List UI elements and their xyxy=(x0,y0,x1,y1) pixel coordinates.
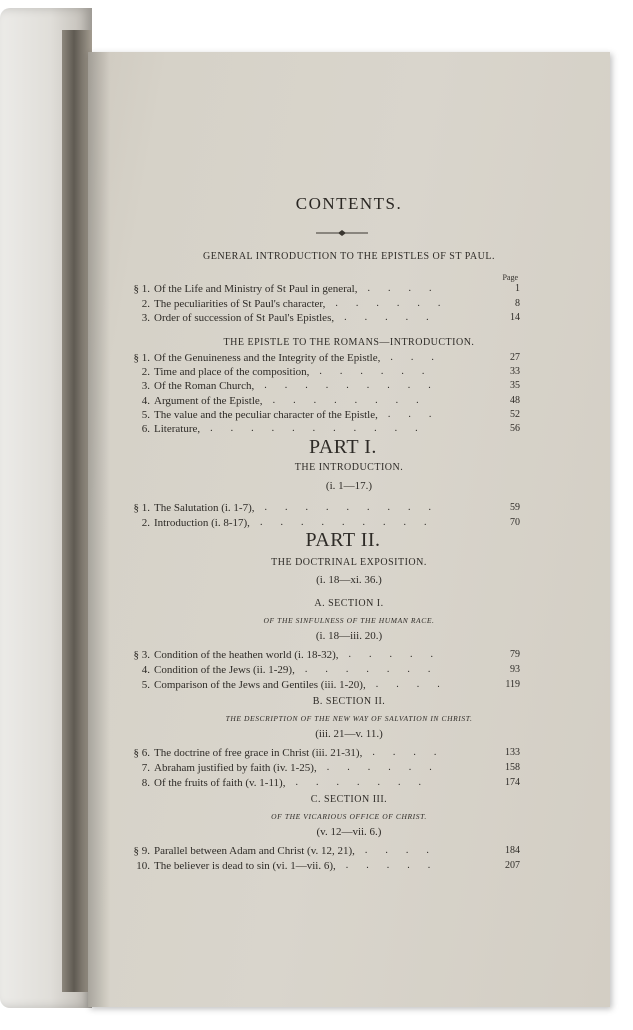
contents-entry xyxy=(88,282,610,296)
dot-leader: ......... xyxy=(264,380,449,392)
contents-entry xyxy=(88,516,610,530)
entry-number: 2. xyxy=(141,516,150,529)
entry-title: Of the Life and Ministry of St Paul in general, xyxy=(154,283,358,295)
entry-page-number: 27 xyxy=(510,352,520,363)
section-heading: THE DESCRIPTION OF THE NEW WAY OF SALVATION IN CHRIST. xyxy=(225,714,473,723)
entry-number: 7. xyxy=(141,762,150,774)
dot-leader: ..... xyxy=(344,312,447,323)
contents-entry xyxy=(88,394,610,408)
entry-page-number: 8 xyxy=(515,297,520,309)
entry-number: 8. xyxy=(141,777,150,789)
section-heading: OF THE SINFULNESS OF THE HUMAN RACE. xyxy=(263,616,435,625)
contents-entry xyxy=(88,422,610,436)
ornamental-rule xyxy=(314,228,370,238)
entry-number: 6. xyxy=(141,423,150,435)
entry-number: 4. xyxy=(141,394,150,407)
dot-leader: .... xyxy=(364,845,447,856)
scripture-reference: (i. 1—17.) xyxy=(325,480,373,492)
contents-entry xyxy=(88,408,610,422)
entry-number: 10. xyxy=(136,860,150,872)
entry-title: Abraham justified by faith (iv. 1-25), xyxy=(154,762,317,774)
entry-number: 3. xyxy=(141,312,150,324)
entry-title: The doctrine of free grace in Christ (iii. 21-31), xyxy=(154,747,363,759)
entry-page-number: 207 xyxy=(505,860,520,871)
contents-entry xyxy=(88,351,610,365)
dot-leader: ......... xyxy=(264,502,450,513)
entry-page-number: 93 xyxy=(510,664,520,675)
entry-page-number: 1 xyxy=(515,283,520,294)
entry-title: Introduction (i. 8-17), xyxy=(154,516,250,529)
scripture-reference: (iii. 21—v. 11.) xyxy=(315,728,383,740)
entry-page-number: 119 xyxy=(505,679,520,690)
dot-leader: .... xyxy=(372,747,455,758)
contents-entry xyxy=(88,844,610,858)
contents-entry xyxy=(88,648,610,662)
entry-title: Parallel between Adam and Christ (v. 12, 21), xyxy=(154,845,355,857)
dot-leader: ..... xyxy=(345,860,449,871)
contents-entry xyxy=(88,501,610,515)
part-title: PART II. xyxy=(305,529,381,551)
entry-number: 4. xyxy=(141,664,150,676)
entry-title: Comparison of the Jews and Gentiles (iii. 1-20), xyxy=(154,679,366,691)
section-label: C. SECTION III. xyxy=(310,794,388,805)
dot-leader: ....... xyxy=(304,664,449,675)
entry-title: Of the Roman Church, xyxy=(154,380,255,393)
dot-leader: ...... xyxy=(326,762,450,773)
section-label: A. SECTION I. xyxy=(314,598,384,609)
entry-page-number: 56 xyxy=(510,423,520,434)
contents-page xyxy=(88,52,610,1007)
entry-number: § 9. xyxy=(133,845,150,857)
dot-leader: ......... xyxy=(259,516,445,528)
dot-leader: ...... xyxy=(319,366,443,378)
entry-title: Argument of the Epistle, xyxy=(154,394,263,407)
entry-number: 2. xyxy=(141,297,150,310)
contents-entry xyxy=(88,761,610,775)
entry-page-number: 70 xyxy=(510,516,520,528)
contents-entry xyxy=(88,776,610,790)
entry-title: The Salutation (i. 1-7), xyxy=(154,502,255,514)
entry-title: Of the Genuineness and the Integrity of the Epistle, xyxy=(154,352,381,364)
entry-number: § 1. xyxy=(133,283,150,295)
entry-title: Literature, xyxy=(154,423,201,435)
entry-page-number: 48 xyxy=(510,394,520,406)
entry-page-number: 184 xyxy=(505,845,520,856)
entry-page-number: 59 xyxy=(510,502,520,513)
contents-entry xyxy=(88,297,610,311)
entry-number: § 6. xyxy=(133,747,150,759)
section-label: B. SECTION II. xyxy=(312,696,386,707)
contents-entry xyxy=(88,311,610,325)
contents-entry xyxy=(88,746,610,760)
dot-leader: ... xyxy=(387,408,450,420)
section-heading: THE EPISTLE TO THE ROMANS—INTRODUCTION. xyxy=(223,337,475,348)
contents-entry xyxy=(88,859,610,873)
entry-number: 3. xyxy=(141,380,150,393)
entry-number: 5. xyxy=(141,679,150,691)
contents-entry xyxy=(88,365,610,379)
part-subtitle: THE DOCTRINAL EXPOSITION. xyxy=(271,557,427,568)
page-column-label: Page xyxy=(502,273,518,282)
dot-leader: ........ xyxy=(272,394,437,406)
part-subtitle: THE INTRODUCTION. xyxy=(294,462,404,473)
entry-title: Time and place of the composition, xyxy=(154,366,310,379)
page-title: CONTENTS. xyxy=(295,194,403,213)
section-heading: GENERAL INTRODUCTION TO THE EPISTLES OF ST PAUL. xyxy=(203,251,495,262)
entry-page-number: 35 xyxy=(510,380,520,392)
entry-page-number: 158 xyxy=(505,762,520,773)
entry-title: The peculiarities of St Paul's character, xyxy=(154,297,326,310)
entry-page-number: 52 xyxy=(510,408,520,420)
entry-number: 2. xyxy=(141,366,150,379)
contents-entry xyxy=(88,663,610,677)
dot-leader: ..... xyxy=(348,649,452,660)
scripture-reference: (i. 18—xi. 36.) xyxy=(316,574,382,586)
entry-title: Condition of the Jews (ii. 1-29), xyxy=(154,664,295,676)
dot-leader: .... xyxy=(367,283,450,294)
entry-number: § 3. xyxy=(133,649,150,661)
contents-entry xyxy=(88,379,610,393)
dot-leader: ... xyxy=(390,352,452,363)
entry-title: The value and the peculiar character of the Epistle, xyxy=(154,408,378,421)
entry-title: The believer is dead to sin (vi. 1—vii. 6), xyxy=(154,860,336,872)
entry-title: Order of succession of St Paul's Epistles, xyxy=(154,312,335,324)
entry-title: Of the fruits of faith (v. 1-11), xyxy=(154,777,286,789)
entry-number: § 1. xyxy=(133,352,150,364)
section-heading: OF THE VICARIOUS OFFICE OF CHRIST. xyxy=(271,812,427,821)
contents-entry xyxy=(88,678,610,692)
entry-title: Condition of the heathen world (i. 18-32), xyxy=(154,649,339,661)
dot-leader: ........... xyxy=(210,423,436,434)
dot-leader: ...... xyxy=(335,297,459,309)
scripture-reference: (i. 18—iii. 20.) xyxy=(315,630,383,642)
dot-leader: .... xyxy=(375,679,458,690)
entry-page-number: 133 xyxy=(505,747,520,758)
entry-page-number: 33 xyxy=(510,366,520,378)
entry-number: 5. xyxy=(141,408,150,421)
part-title: PART I. xyxy=(309,436,377,458)
scripture-reference: (v. 12—vii. 6.) xyxy=(316,826,382,838)
dot-leader: ....... xyxy=(295,777,439,788)
entry-page-number: 79 xyxy=(510,649,520,660)
entry-page-number: 174 xyxy=(505,777,520,788)
entry-page-number: 14 xyxy=(510,312,520,323)
entry-number: § 1. xyxy=(133,502,150,514)
